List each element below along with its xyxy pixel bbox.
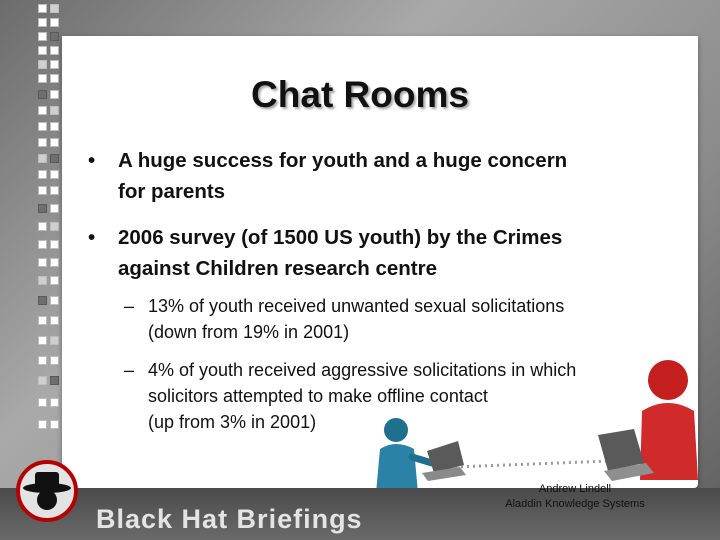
- bullet-text-line: 2006 survey (of 1500 US youth) by the Crimes: [118, 226, 563, 249]
- bullet-item: [88, 222, 563, 284]
- sub-bullet-text-line: 4% of youth received aggressive solicitations in which: [148, 360, 577, 380]
- bullet-item: [88, 145, 568, 207]
- bullet-marker: •: [88, 226, 96, 249]
- sub-bullet-text-line: (down from 19% in 2001): [148, 322, 350, 342]
- author-name: Andrew Lindell: [538, 483, 612, 495]
- author-organization: Aladdin Knowledge Systems: [505, 498, 645, 510]
- bullet-text-line: against Children research centre: [118, 257, 438, 280]
- sub-bullet-item: [124, 357, 577, 435]
- sub-bullet-text-line: (up from 3% in 2001): [148, 412, 317, 432]
- sub-bullet-text-line: 13% of youth received unwanted sexual solicitations: [148, 296, 565, 316]
- red-person-laptop-icon: [598, 355, 708, 485]
- sub-bullet-marker: –: [124, 296, 135, 316]
- bullet-text-line: A huge success for youth and a huge concern: [118, 149, 568, 172]
- sub-bullet-item: [124, 293, 565, 345]
- bullet-marker: •: [88, 149, 96, 172]
- square-column-decoration: [36, 0, 64, 440]
- blue-person-laptop-icon: [372, 415, 467, 495]
- sub-bullet-text-line: solicitors attempted to make offline contact: [148, 386, 488, 406]
- connection-dotted-line: [455, 455, 615, 475]
- bullet-text-line: for parents: [118, 180, 226, 203]
- author-credit: [490, 482, 660, 512]
- logo-hat-icon: [16, 460, 78, 522]
- slide-title: Chat Rooms: [251, 74, 469, 115]
- sub-bullet-marker: –: [124, 360, 135, 380]
- brand-name: Black Hat Briefings: [96, 504, 363, 534]
